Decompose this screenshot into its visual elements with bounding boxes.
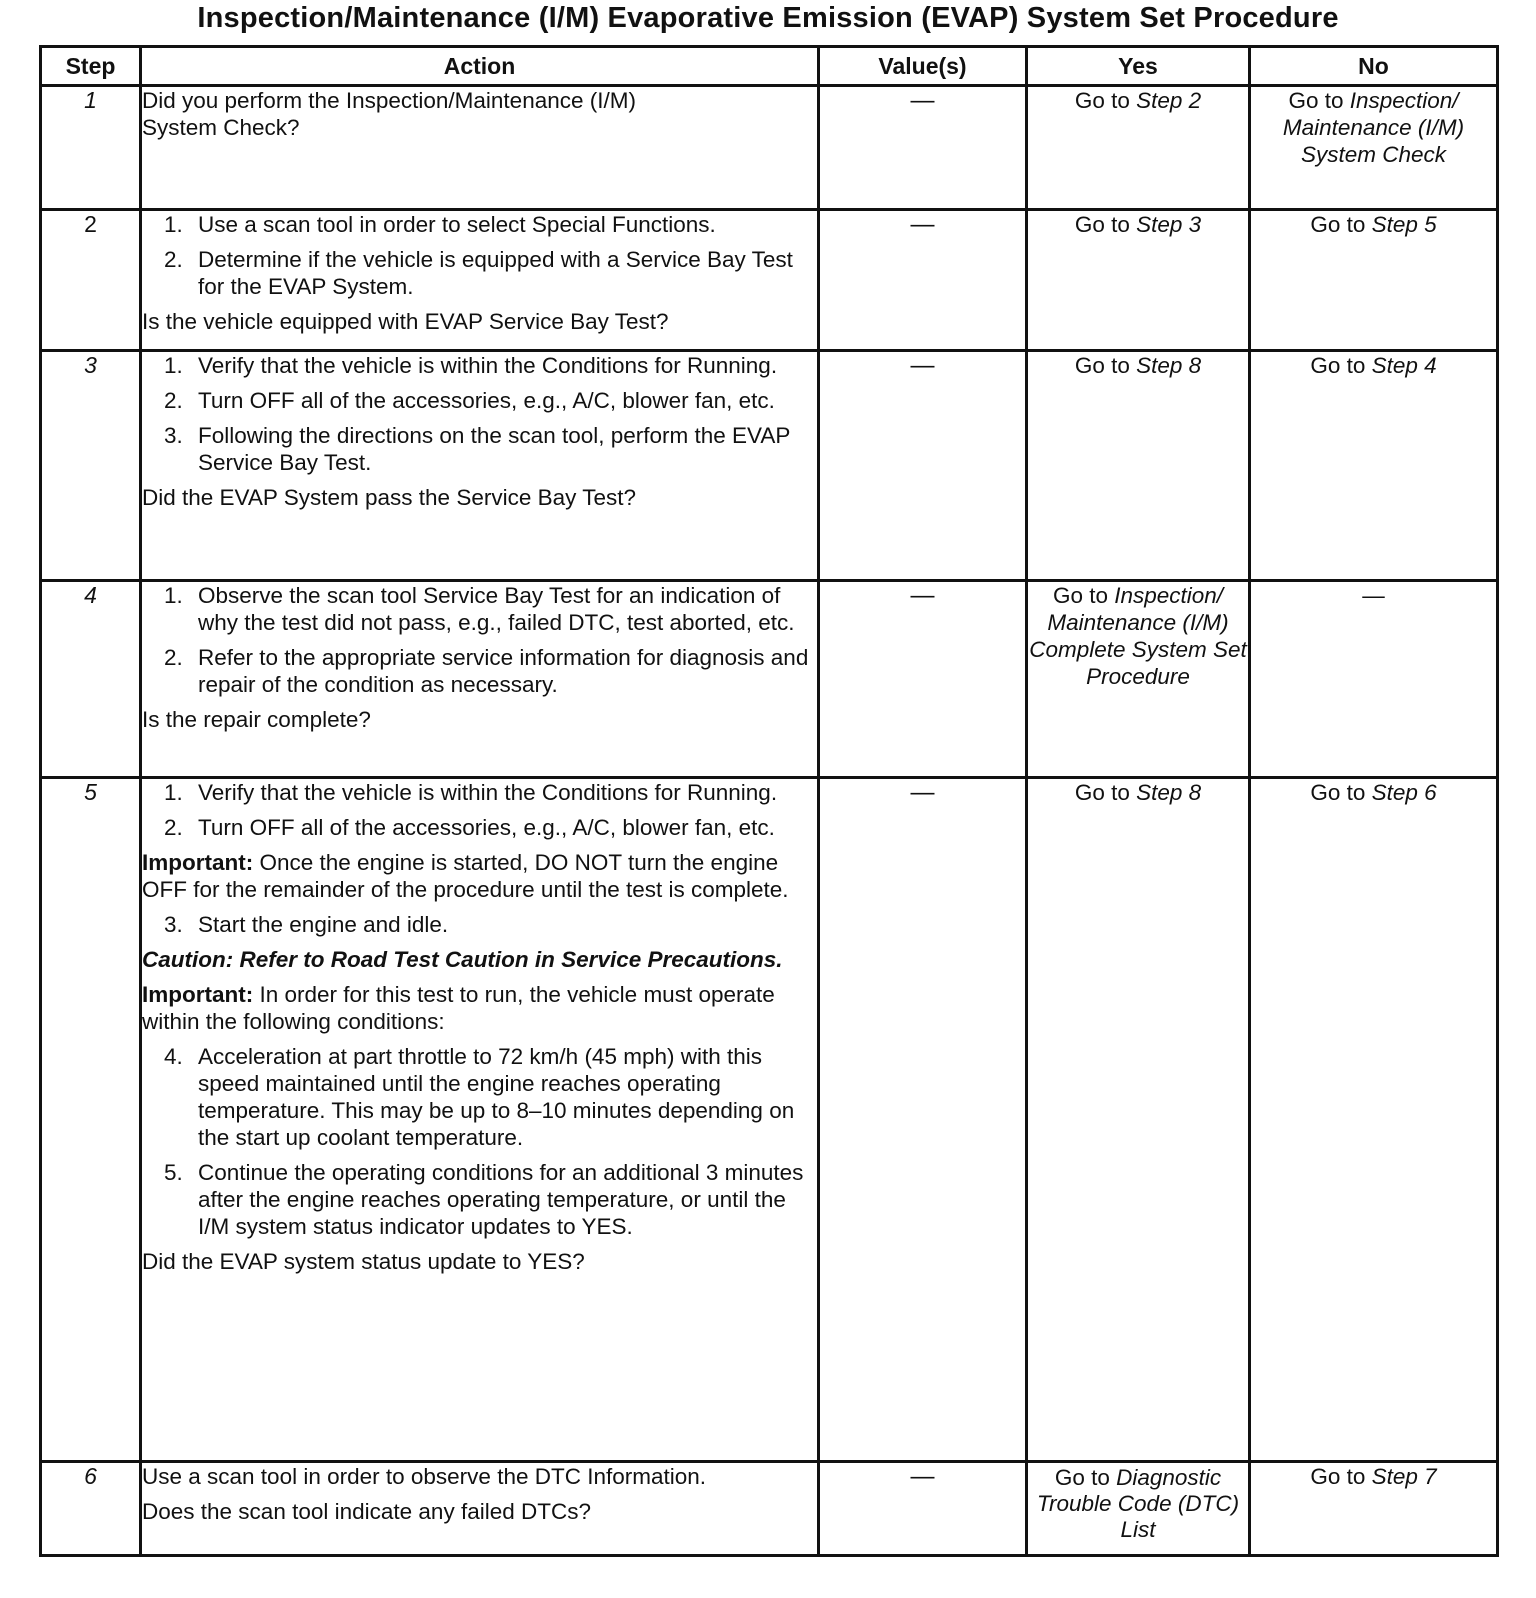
yes-link[interactable]: Step 8 xyxy=(1136,353,1202,378)
value-cell: — xyxy=(819,778,1027,1462)
action-cell xyxy=(141,210,819,351)
no-cell: — xyxy=(1250,581,1498,778)
no-cell[interactable] xyxy=(1250,210,1498,351)
header-step: Step xyxy=(41,47,141,86)
yes-link[interactable]: Step 2 xyxy=(1136,88,1202,113)
no-prefix: Go to xyxy=(1310,1464,1372,1489)
yes-prefix: Go to xyxy=(1054,1465,1117,1490)
action-question: Is the repair complete? xyxy=(142,707,371,732)
step-number: 5 xyxy=(41,778,141,1462)
value-cell: — xyxy=(819,1462,1027,1556)
no-prefix: Go to xyxy=(1288,88,1350,113)
action-text: Did you perform the Inspection/Maintenance (I/M) System Check? xyxy=(142,88,636,140)
action-question: Is the vehicle equipped with EVAP Service Bay Test? xyxy=(142,309,669,334)
no-cell[interactable] xyxy=(1250,351,1498,581)
yes-link[interactable]: Step 3 xyxy=(1136,212,1202,237)
action-item: 4. Acceleration at part throttle to 72 km/h (45 mph) with this speed maintained until the engine reaches operating temperature. This may be up to 8–10 minutes depending on the start up coolant temperature. xyxy=(164,1044,795,1150)
step-number: 1 xyxy=(41,86,141,210)
action-item: 2. Turn OFF all of the accessories, e.g., A/C, blower fan, etc. xyxy=(164,388,775,413)
procedure-table xyxy=(39,45,1499,1557)
step-number: 4 xyxy=(41,581,141,778)
action-cell xyxy=(141,778,819,1462)
yes-prefix: Go to xyxy=(1074,88,1137,113)
no-cell[interactable] xyxy=(1250,1462,1498,1556)
action-item: 5. Continue the operating conditions for an additional 3 minutes after the engine reaches operating temperature, or until the I/M system status indicator updates to YES. xyxy=(164,1160,804,1239)
header-values: Value(s) xyxy=(819,47,1027,86)
action-item: 1. Verify that the vehicle is within the Conditions for Running. xyxy=(164,353,778,378)
action-text: Use a scan tool in order to observe the DTC Information. xyxy=(142,1464,707,1489)
yes-prefix: Go to xyxy=(1074,780,1137,805)
table-row xyxy=(41,581,1498,778)
action-item: 2. Determine if the vehicle is equipped with a Service Bay Test for the EVAP System. xyxy=(164,247,793,299)
action-item: 2. Turn OFF all of the accessories, e.g., A/C, blower fan, etc. xyxy=(164,815,775,840)
header-row xyxy=(41,47,1498,86)
step-number: 2 xyxy=(41,210,141,351)
action-question: Did the EVAP system status update to YES? xyxy=(142,1249,585,1274)
yes-cell[interactable] xyxy=(1027,778,1250,1462)
table-row xyxy=(41,210,1498,351)
action-cell xyxy=(141,86,819,210)
yes-cell[interactable] xyxy=(1027,351,1250,581)
no-link[interactable]: Step 7 xyxy=(1371,1464,1437,1489)
no-prefix: Go to xyxy=(1310,353,1372,378)
important-note: Important: In order for this test to run, the vehicle must operate within the following conditions: xyxy=(142,982,775,1034)
yes-prefix: Go to xyxy=(1074,353,1137,378)
action-question: Did the EVAP System pass the Service Bay Test? xyxy=(142,485,636,510)
action-item: 1. Verify that the vehicle is within the Conditions for Running. xyxy=(164,780,778,805)
yes-cell[interactable] xyxy=(1027,1462,1250,1556)
value-cell: — xyxy=(819,210,1027,351)
no-prefix: Go to xyxy=(1310,212,1372,237)
value-cell: — xyxy=(819,581,1027,778)
action-question: Does the scan tool indicate any failed DTCs? xyxy=(142,1499,591,1524)
caution-note: Caution: Refer to Road Test Caution in Service Precautions. xyxy=(142,947,783,972)
header-no: No xyxy=(1250,47,1498,86)
action-item: 3. Start the engine and idle. xyxy=(164,912,449,937)
action-item: 3. Following the directions on the scan tool, perform the EVAP Service Bay Test. xyxy=(164,423,790,475)
yes-link[interactable]: Step 8 xyxy=(1136,780,1202,805)
yes-cell[interactable] xyxy=(1027,86,1250,210)
no-cell[interactable] xyxy=(1250,86,1498,210)
table-row xyxy=(41,1462,1498,1556)
action-item: 1. Observe the scan tool Service Bay Test for an indication of why the test did not pass, e.g., failed DTC, test aborted, etc. xyxy=(164,583,795,635)
no-prefix: Go to xyxy=(1310,780,1372,805)
value-cell: — xyxy=(819,86,1027,210)
header-yes: Yes xyxy=(1027,47,1250,86)
yes-link[interactable]: Inspection/ Maintenance (I/M) Complete System Set Procedure xyxy=(1029,583,1247,689)
action-item: 2. Refer to the appropriate service information for diagnosis and repair of the condition as necessary. xyxy=(164,645,809,697)
action-item: 1. Use a scan tool in order to select Special Functions. xyxy=(164,212,716,237)
step-number: 6 xyxy=(41,1462,141,1556)
table-row xyxy=(41,778,1498,1462)
value-cell: — xyxy=(819,351,1027,581)
page-title: Inspection/Maintenance (I/M) Evaporative Emission (EVAP) System Set Procedure xyxy=(197,2,1339,34)
yes-cell[interactable] xyxy=(1027,210,1250,351)
action-cell xyxy=(141,1462,819,1556)
step-number: 3 xyxy=(41,351,141,581)
yes-cell[interactable] xyxy=(1027,581,1250,778)
yes-prefix: Go to xyxy=(1052,583,1115,608)
action-cell xyxy=(141,351,819,581)
no-link[interactable]: Step 4 xyxy=(1371,353,1437,378)
no-link[interactable]: Step 5 xyxy=(1371,212,1437,237)
no-cell[interactable] xyxy=(1250,778,1498,1462)
no-link[interactable]: Step 6 xyxy=(1371,780,1437,805)
header-action: Action xyxy=(141,47,819,86)
important-note: Important: Once the engine is started, DO NOT turn the engine OFF for the remainder of the procedure until the test is complete. xyxy=(142,850,789,902)
yes-prefix: Go to xyxy=(1074,212,1137,237)
table-row xyxy=(41,86,1498,210)
no-link[interactable]: Inspection/ Maintenance (I/M) System Check xyxy=(1282,88,1465,167)
table-row xyxy=(41,351,1498,581)
yes-link[interactable]: Diagnostic Trouble Code (DTC) List xyxy=(1036,1465,1240,1542)
action-cell xyxy=(141,581,819,778)
